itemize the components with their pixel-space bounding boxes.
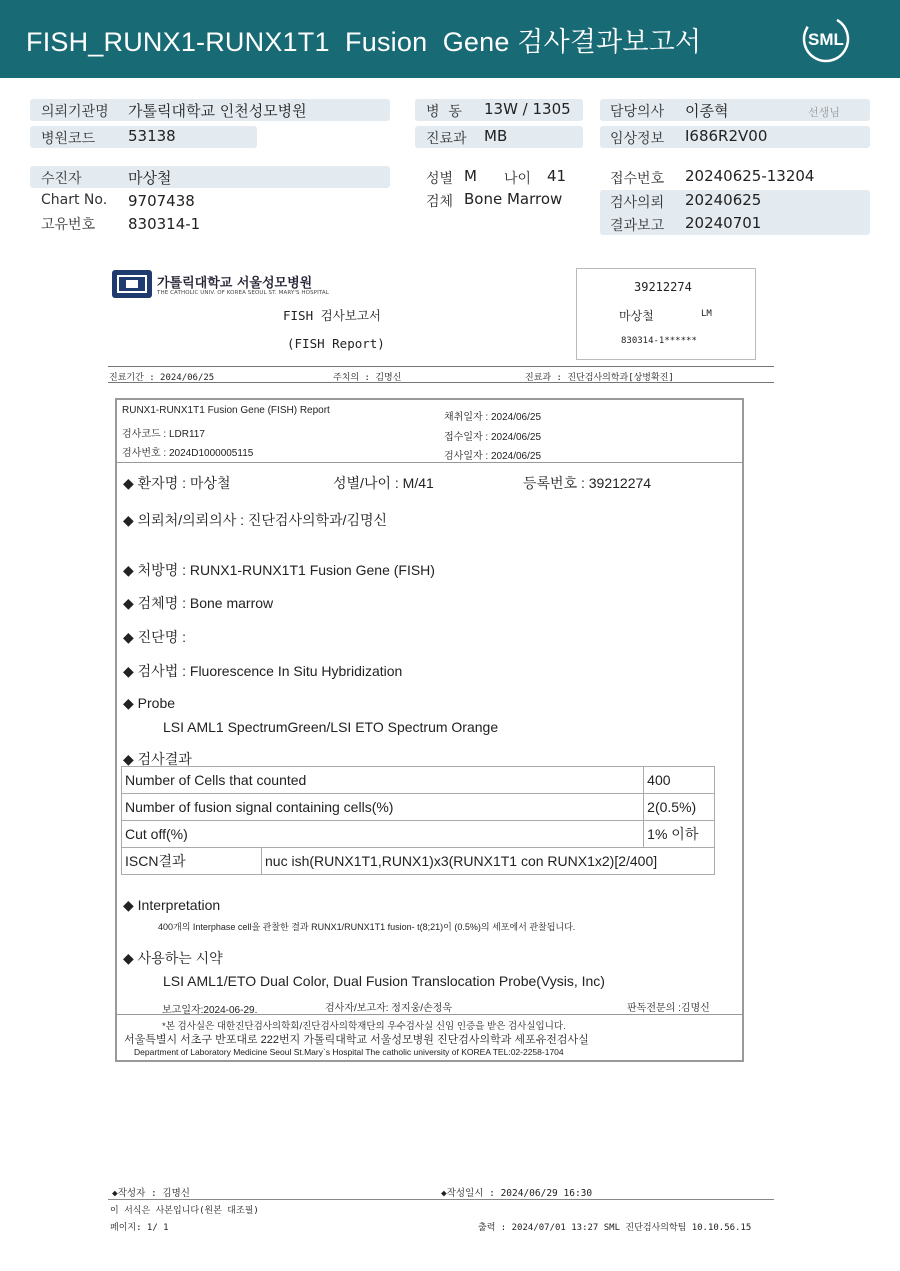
age-value: 41 bbox=[547, 167, 567, 185]
header-bar bbox=[0, 0, 900, 78]
period: 진료기간 : 2024/06/25 bbox=[109, 373, 215, 383]
doctor-value: 이종혁 bbox=[685, 102, 729, 120]
table-row bbox=[122, 848, 715, 875]
patient-value: 마상철 bbox=[128, 169, 172, 187]
result-value: 20240701 bbox=[685, 214, 762, 232]
specimen-line: ◆ 검체명 : Bone marrow bbox=[123, 595, 274, 611]
reg-line: 등록번호 : 39212274 bbox=[523, 475, 652, 491]
box-name: RUNX1-RUNX1T1 Fusion Gene (FISH) Report bbox=[122, 405, 330, 416]
divider bbox=[108, 382, 774, 383]
referral-line: ◆ 의뢰처/의뢰의사 : 진단검사의학과/김명신 bbox=[123, 512, 388, 528]
result-table bbox=[121, 766, 715, 875]
author-line: ◆작성자 : 김명신 bbox=[112, 1188, 190, 1199]
written-line: ◆작성일시 : 2024/06/29 16:30 bbox=[441, 1188, 593, 1199]
table-row bbox=[122, 821, 715, 848]
dept-value: MB bbox=[484, 127, 508, 145]
box-number: 검사번호 : 2024D1000005115 bbox=[122, 448, 254, 459]
sml-logo-icon bbox=[800, 13, 852, 65]
sex-value: M bbox=[464, 167, 477, 185]
method-line: ◆ 검사법 : Fluorescence In Situ Hybridization bbox=[123, 663, 403, 679]
probe-head: ◆ Probe bbox=[123, 695, 176, 711]
sex-label: 성별 bbox=[426, 171, 454, 187]
chart-value: 9707438 bbox=[128, 192, 195, 210]
doctor-suffix: 선생님 bbox=[808, 106, 840, 119]
address-text: 서울특별시 서초구 반포대로 222번지 가톨릭대학교 서울성모병원 진단검사의학과 세포유전검사실 bbox=[124, 1034, 589, 1046]
box-received: 접수일자 : 2024/06/25 bbox=[444, 432, 542, 443]
patient-label: 수진자 bbox=[41, 171, 82, 187]
specimen-value: Bone Marrow bbox=[464, 190, 563, 208]
copy-note: 이 서식은 사본입니다(원본 대조필) bbox=[110, 1206, 259, 1216]
result-head: ◆ 검사결과 bbox=[123, 751, 192, 767]
row-label: Number of Cells that counted bbox=[122, 767, 644, 794]
institution-value: 가톨릭대학교 인천성모병원 bbox=[128, 102, 307, 120]
request-label: 검사의뢰 bbox=[610, 195, 665, 211]
iscn-label: ISCN결과 bbox=[122, 848, 262, 875]
id-code: LM bbox=[701, 309, 712, 319]
dept-label: 진료과 bbox=[426, 131, 467, 147]
report-title: FISH_RUNX1-RUNX1T1 Fusion Gene 검사결과보고서 bbox=[26, 27, 702, 57]
hospital-code-label: 병원코드 bbox=[41, 131, 96, 147]
hospital-logo-icon bbox=[112, 270, 152, 298]
report-date: 보고일자:2024-06-29. bbox=[162, 1005, 258, 1016]
diagnosis-line: ◆ 진단명 : bbox=[123, 629, 187, 645]
uid-label: 고유번호 bbox=[41, 217, 96, 233]
patient-line: ◆ 환자명 : 마상철 bbox=[123, 475, 231, 491]
institution-label: 의뢰기관명 bbox=[41, 104, 109, 120]
age-label: 나이 bbox=[504, 171, 532, 187]
doctor-label: 담당의사 bbox=[610, 104, 665, 120]
box-tested: 검사일자 : 2024/06/25 bbox=[444, 451, 542, 462]
row-value: 400 bbox=[644, 767, 715, 794]
result-label: 결과보고 bbox=[610, 218, 665, 234]
table-row bbox=[122, 794, 715, 821]
hospital-sub: THE CATHOLIC UNIV. OF KOREA SEOUL ST. MARY'S HOSPITAL bbox=[157, 290, 329, 296]
iscn-value: nuc ish(RUNX1T1,RUNX1)x3(RUNX1T1 con RUNX1x2)[2/400] bbox=[262, 848, 715, 875]
box-code: 검사코드 : LDR117 bbox=[122, 429, 205, 440]
reader: 판독전문의 :김명신 bbox=[627, 1003, 710, 1014]
cert-text: *본 검사실은 대한진단검사의학회/진단검사의학재단의 우수검사실 신임 인증을 받은 검사실입니다. bbox=[162, 1021, 566, 1032]
department: 진료과 : 진단검사의학과[상병확진] bbox=[525, 373, 674, 383]
printed-line: 출력 : 2024/07/01 13:27 SML 진단검사의학팀 10.10.56.15 bbox=[478, 1223, 752, 1233]
divider bbox=[108, 1199, 774, 1200]
report-title-ko: FISH 검사보고서 bbox=[283, 308, 382, 323]
row-label: Number of fusion signal containing cells(%) bbox=[122, 794, 644, 821]
uid-value: 830314-1 bbox=[128, 215, 201, 233]
report-title-en: (FISH Report) bbox=[287, 336, 385, 351]
request-value: 20240625 bbox=[685, 191, 762, 209]
interp-head: ◆ Interpretation bbox=[123, 897, 221, 913]
receipt-label: 접수번호 bbox=[610, 171, 665, 187]
reagent-head: ◆ 사용하는 시약 bbox=[123, 950, 223, 966]
prescription-line: ◆ 처방명 : RUNX1-RUNX1T1 Fusion Gene (FISH) bbox=[123, 562, 435, 578]
row-label: Cut off(%) bbox=[122, 821, 644, 848]
patient-row bbox=[30, 166, 390, 188]
interp-text: 400개의 Interphase cell을 관찰한 결과 RUNX1/RUNX1T1 fusion- t(8;21)이 (0.5%)의 세포에서 관찰됩니다. bbox=[158, 922, 576, 932]
row-value: 2(0.5%) bbox=[644, 794, 715, 821]
table-row bbox=[122, 767, 715, 794]
ward-value: 13W / 1305 bbox=[484, 100, 571, 118]
receipt-value: 20240625-13204 bbox=[685, 167, 815, 185]
dept-en-text: Department of Laboratory Medicine Seoul St.Mary`s Hospital The catholic university of KOREA TEL:02-2258-1704 bbox=[134, 1047, 564, 1057]
reagent-text: LSI AML1/ETO Dual Color, Dual Fusion Translocation Probe(Vysis, Inc) bbox=[163, 973, 605, 989]
attending: 주치의 : 김명신 bbox=[333, 373, 402, 383]
logo-text: SML bbox=[808, 30, 844, 49]
id-rrn: 830314-1****** bbox=[621, 336, 697, 346]
page-line: 페이지: 1/ 1 bbox=[110, 1223, 169, 1233]
patient-id-box bbox=[576, 268, 756, 360]
divider bbox=[117, 462, 742, 463]
divider bbox=[117, 1014, 742, 1015]
box-collected: 채취일자 : 2024/06/25 bbox=[444, 412, 542, 423]
divider bbox=[108, 366, 774, 367]
clinical-value: I686R2V00 bbox=[685, 127, 768, 145]
probe-line: LSI AML1 SpectrumGreen/LSI ETO Spectrum Orange bbox=[163, 719, 499, 735]
id-name: 마상철 bbox=[619, 309, 654, 323]
ward-label: 병 동 bbox=[426, 104, 462, 120]
examiners: 검사자/보고자: 정지웅/손정욱 bbox=[325, 1003, 453, 1014]
hospital-name: 가톨릭대학교 서울성모병원 bbox=[157, 276, 313, 291]
row-value: 1% 이하 bbox=[644, 821, 715, 848]
chart-label: Chart No. bbox=[41, 192, 108, 208]
hospital-code-value: 53138 bbox=[128, 127, 176, 145]
id-number: 39212274 bbox=[634, 280, 692, 294]
specimen-label: 검체 bbox=[426, 194, 454, 210]
clinical-label: 임상정보 bbox=[610, 131, 665, 147]
sex-age-line: 성별/나이 : M/41 bbox=[333, 475, 434, 491]
